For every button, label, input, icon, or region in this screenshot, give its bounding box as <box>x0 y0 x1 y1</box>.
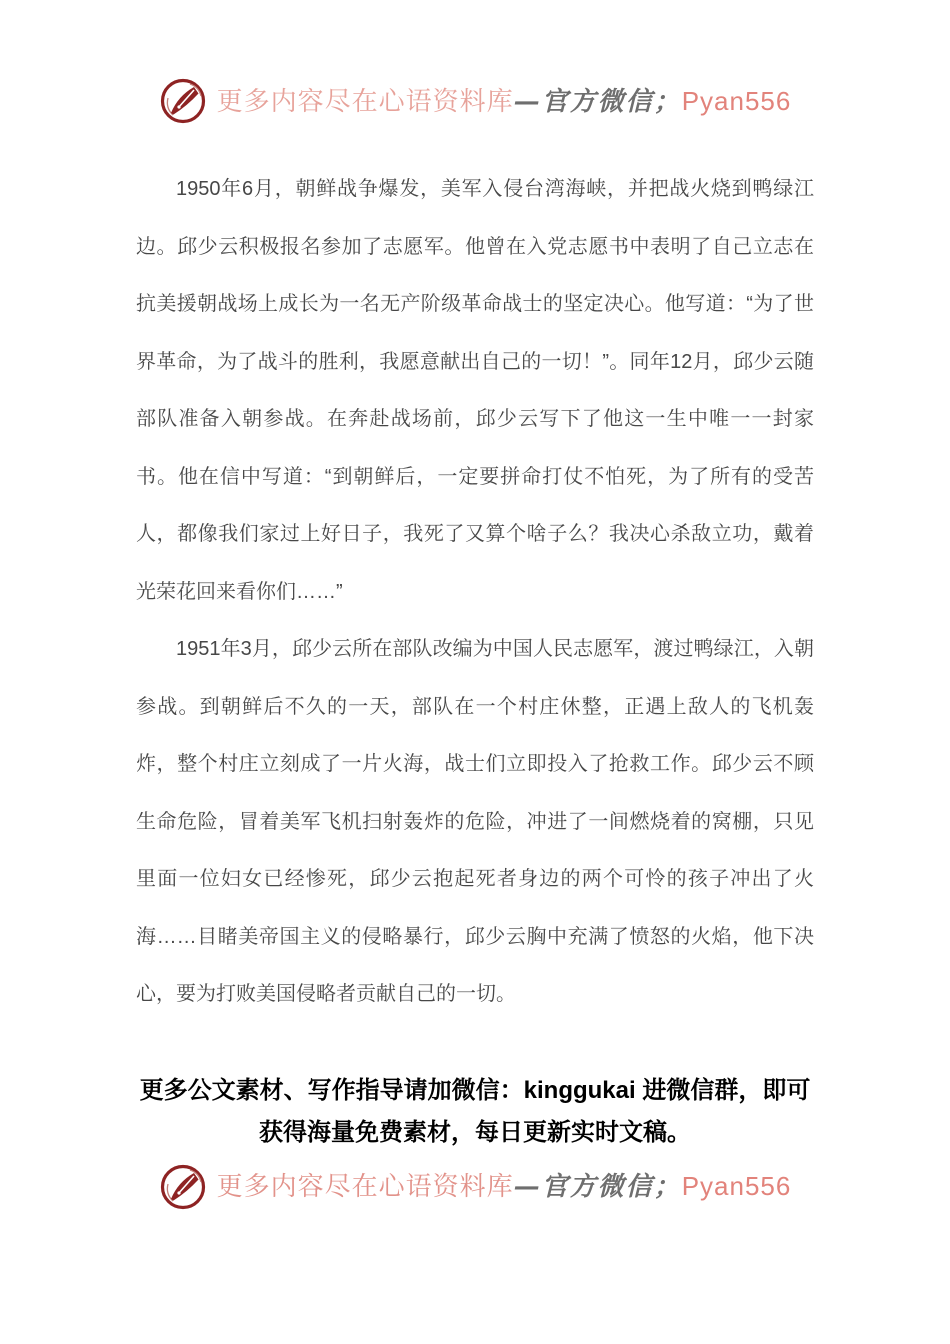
brand-wechat-id: Pyan556 <box>681 1171 792 1201</box>
brand-dash: — <box>513 1172 542 1202</box>
pen-circle-logo-icon <box>159 77 207 125</box>
watermark-header <box>0 72 950 130</box>
pen-circle-logo-icon <box>159 1163 207 1211</box>
brand-wechat-label: 官方微信； <box>541 1172 682 1202</box>
paragraph-2: 1951年3月，邱少云所在部队改编为中国人民志愿军，渡过鸭绿江，入朝参战。到朝鲜后不久的一天，部队在一个村庄休整，正遇上敌人的飞机轰炸，整个村庄立刻成了一片火海，战士们立即投入了抢救工作。邱少云不顾生命危险，冒着美军飞机扫射轰炸的危险，冲进了一间燃烧着的窝棚，只见里面一位妇女已经惨死，邱少云抱起死者身边的两个可怜的孩子冲出了火海……目睹美帝国主义的侵略暴行，邱少云胸中充满了愤怒的火焰，他下决心，要为打败美国侵略者贡献自己的一切。 <box>136 638 814 1005</box>
paragraph-1: 1950年6月，朝鲜战争爆发，美军入侵台湾海峡，并把战火烧到鸭绿江边。邱少云积极报名参加了志愿军。他曾在入党志愿书中表明了自己立志在抗美援朝战场上成长为一名无产阶级革命战士的坚定决心。他写道：“为了世界革命，为了战斗的胜利，我愿意献出自己的一切！”。同年12月，邱少云随部队准备入朝参战。在奔赴战场前，邱少云写下了他这一生中唯一一封家书。他在信中写道：“到朝鲜后，一定要拼命打仗不怕死，为了所有的受苦人，都像我们家过上好日子，我死了又算个啥子么？我决心杀敌立功，戴着光荣花回来看你们……” <box>136 178 814 603</box>
watermark-text <box>217 72 792 131</box>
brand-dash: — <box>513 86 542 117</box>
brand-wechat-id: Pyan556 <box>681 85 792 116</box>
brand-wechat-label: 官方微信； <box>541 86 682 117</box>
promo-line-2: 获得海量免费素材，每日更新实时文稿。 <box>259 1118 691 1146</box>
promo-line-1: 更多公文素材、写作指导请加微信：kinggukai 进微信群，即可 <box>139 1076 811 1104</box>
watermark-footer <box>0 1158 950 1216</box>
brand-slogan: 更多内容尽在心语资料库 <box>216 1172 514 1202</box>
watermark-text <box>217 1157 792 1216</box>
promo-notice <box>0 1070 950 1154</box>
brand-slogan: 更多内容尽在心语资料库 <box>216 86 514 117</box>
article-body <box>136 161 814 1024</box>
